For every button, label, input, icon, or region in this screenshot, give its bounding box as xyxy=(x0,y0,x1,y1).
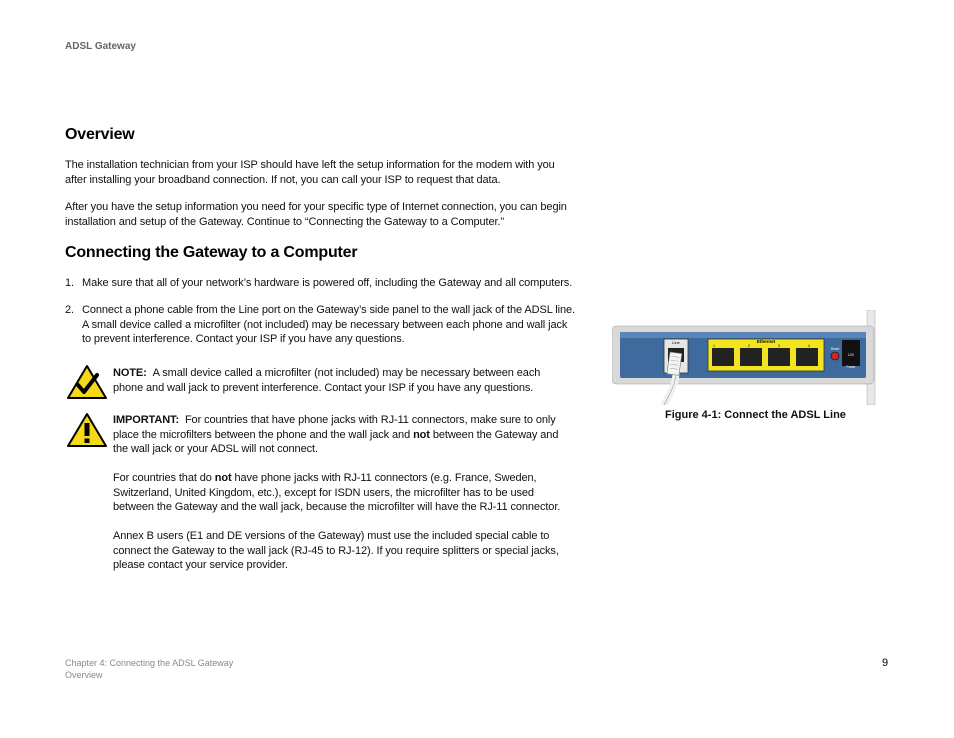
important-label: IMPORTANT: xyxy=(113,414,180,426)
important-paragraph-2 xyxy=(113,471,573,515)
step-1 xyxy=(65,276,575,291)
important-paragraph-3: Annex B users (E1 and DE versions of the Gateway) must use the included special cable to connect the Gateway to the wall jack (RJ-45 to RJ-12). If you require splitters or special jacks, please contact your service provider. xyxy=(113,530,559,571)
footer xyxy=(65,657,233,681)
step-number: 2. xyxy=(65,304,74,316)
gateway-rear-panel-figure xyxy=(612,310,882,405)
step-text: Connect a phone cable from the Line port on the Gateway’s side panel to the wall jack of the ADSL line. A small device called a microfilter (not included) may be necessary between each phone and wall jack to prevent interference. Contact your ISP if you have any questions. xyxy=(82,304,575,345)
overview-paragraph-1: The installation technician from your ISP should have left the setup information for the modem with you after installing your broadband connection. If not, you can call your ISP to request that data. xyxy=(65,159,555,186)
important-block xyxy=(113,413,573,457)
important-exclamation-icon xyxy=(66,412,108,448)
connecting-heading: Connecting the Gateway to a Computer xyxy=(65,244,358,261)
ethernet-label: Ethernet xyxy=(756,339,776,344)
page-number: 9 xyxy=(882,657,889,669)
note-checkmark-icon xyxy=(66,364,108,400)
note-block xyxy=(113,366,563,395)
step-number: 1. xyxy=(65,277,74,289)
voltage-label: 12V xyxy=(847,353,855,357)
ethernet-port-2 xyxy=(740,348,762,366)
port-label-2: 2 xyxy=(748,344,750,348)
important-text-a: For countries that have phone jacks with RJ-11 connectors, make sure to only place the microfilters between the phone and the wall jack and xyxy=(113,414,556,441)
important-p2-b: have phone jacks with RJ-11 connectors (e.g. France, Sweden, Switzerland, United Kingdom, etc.), except for ISDN users, the microfilter has to be used between the Gateway and the wall jack, because the microfilter will have the RJ-11 connector. xyxy=(113,472,561,513)
line-port-label: Line xyxy=(672,340,680,345)
overview-heading: Overview xyxy=(65,126,135,143)
ethernet-port-4 xyxy=(796,348,818,366)
step-text: Make sure that all of your network’s hardware is powered off, including the Gateway and all computers. xyxy=(82,277,573,289)
figure-caption: Figure 4-1: Connect the ADSL Line xyxy=(665,409,846,421)
reset-button xyxy=(831,352,839,360)
port-label-3: 3 xyxy=(778,344,780,348)
important-p2-bold-not: not xyxy=(214,472,232,484)
footer-chapter: Chapter 4: Connecting the ADSL Gateway xyxy=(65,658,234,668)
footer-section: Overview xyxy=(65,670,103,680)
running-header: ADSL Gateway xyxy=(65,41,136,52)
power-label: Power xyxy=(846,365,856,369)
ethernet-port-3 xyxy=(768,348,790,366)
note-label: NOTE: xyxy=(113,367,147,379)
panel-highlight xyxy=(620,332,866,338)
important-p2-a: For countries that do xyxy=(113,472,215,484)
port-label-4: 4 xyxy=(808,344,810,348)
important-text-b: between the Gateway and the wall jack or your ADSL will not connect. xyxy=(113,428,559,455)
important-bold-not: not xyxy=(413,428,430,441)
note-text: A small device called a microfilter (not included) may be necessary between each phone and wall jack to prevent interference. Contact your ISP if you have any questions. xyxy=(113,367,541,394)
overview-paragraph-2: After you have the setup information you need for your specific type of Internet connection, you can begin installation and setup of the Gateway. Continue to “Connecting the Gateway to a Computer.” xyxy=(65,201,567,228)
reset-label: Reset xyxy=(831,347,840,351)
ethernet-port-1 xyxy=(712,348,734,366)
port-label-1: 1 xyxy=(713,344,715,348)
step-2 xyxy=(65,303,575,347)
